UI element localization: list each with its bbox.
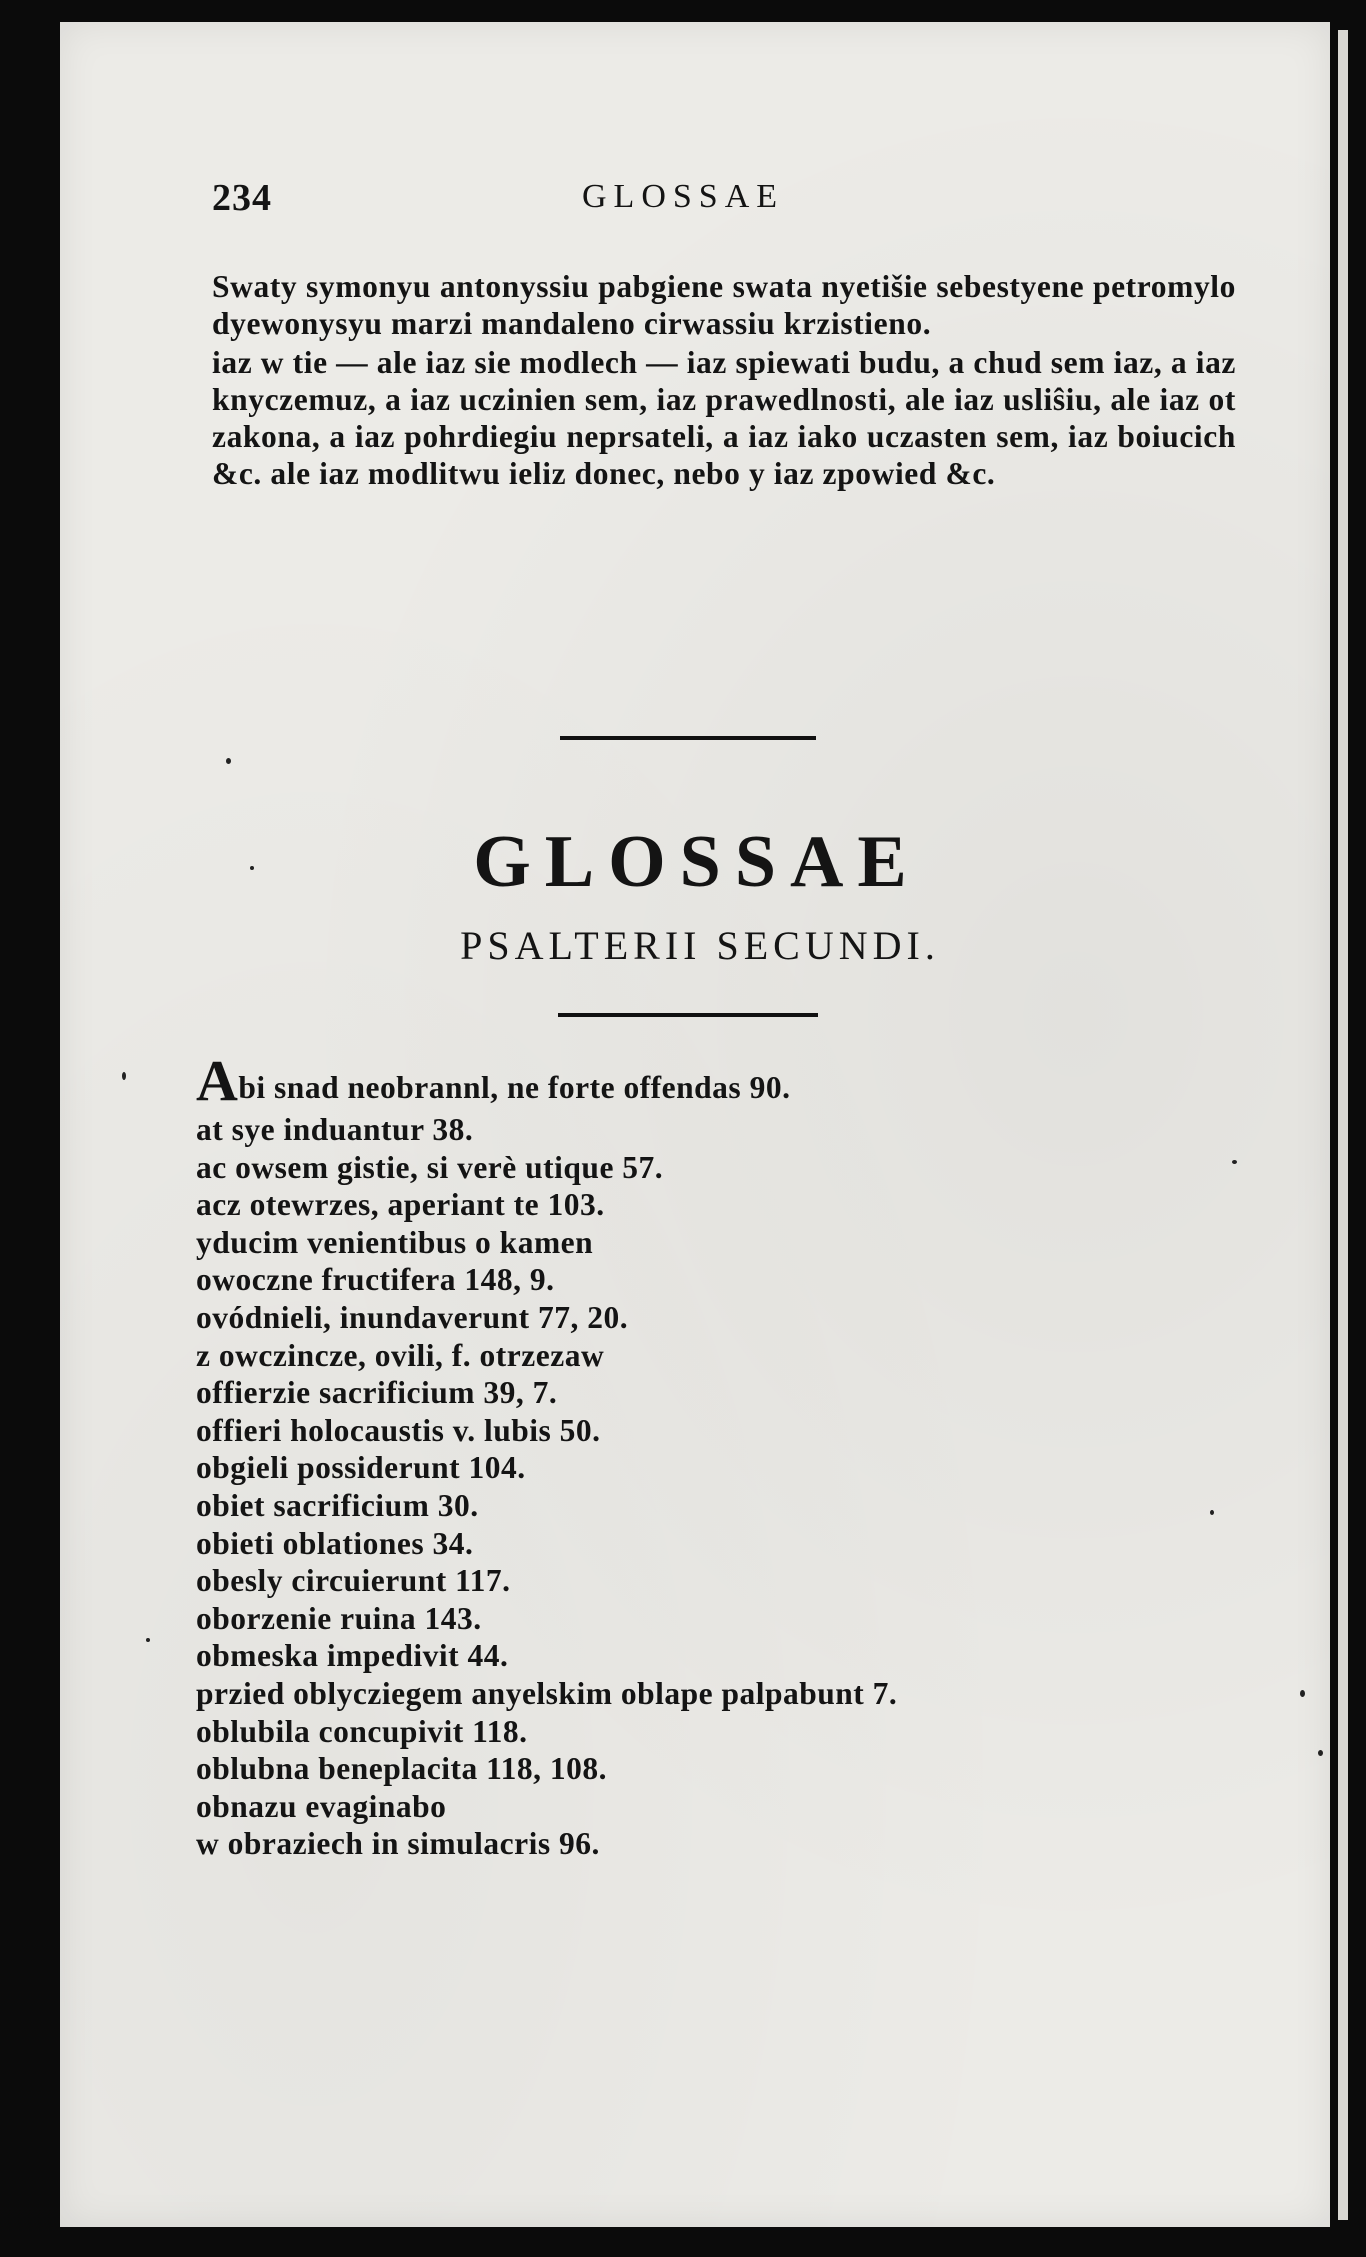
- gloss-entry: [196, 1048, 1296, 1113]
- gloss-entry: acz otewrzes, aperiant te 103.: [196, 1187, 605, 1223]
- gloss-entry: oborzenie ruina 143.: [196, 1600, 482, 1636]
- gloss-entry: offierzie sacrificium 39, 7.: [196, 1375, 558, 1411]
- continued-paragraph: Swaty symonyu antonyssiu pabgiene swata nyetišie sebestyene petromylo dyewonysyu marzi mandaleno cirwassiu krzistieno.: [212, 269, 1236, 341]
- ink-speck: [122, 1072, 126, 1080]
- gloss-entry: z owczincze, ovili, f. otrzezaw: [196, 1337, 605, 1373]
- gloss-entry: obmeska impedivit 44.: [196, 1638, 509, 1674]
- ink-speck: [1300, 1690, 1305, 1697]
- gloss-entry: oblubila concupivit 118.: [196, 1713, 528, 1749]
- gloss-entry-list: [196, 1048, 1296, 1863]
- gloss-entry: at sye induantur 38.: [196, 1112, 474, 1147]
- gloss-entry: obesly circuierunt 117.: [196, 1563, 511, 1599]
- gloss-entry: ovódnieli, inundaverunt 77, 20.: [196, 1299, 629, 1335]
- gloss-entry: przied oblycziegem anyelskim oblape palpabunt 7.: [196, 1675, 898, 1711]
- adjacent-page-edge: [1338, 30, 1348, 2220]
- drop-cap: A: [196, 1048, 239, 1113]
- gloss-entry-text: bi snad neobrannl, ne forte offendas 90.: [238, 1070, 791, 1105]
- ink-speck: [250, 866, 254, 870]
- page-number: 234: [212, 177, 272, 219]
- ink-speck: [1318, 1750, 1323, 1756]
- gloss-entry: ac owsem gistie, si verè utique 57.: [196, 1149, 664, 1185]
- ink-speck: [1232, 1160, 1237, 1164]
- running-head: [150, 176, 1230, 226]
- ink-speck: [146, 1638, 150, 1642]
- section-title: GLOSSAE: [473, 821, 921, 903]
- gloss-entry: yducim venientibus o kamen: [196, 1224, 594, 1260]
- gloss-entry: obiet sacrificium 30.: [196, 1487, 479, 1523]
- continued-text-block: [212, 268, 1236, 492]
- ink-speck: [226, 758, 231, 764]
- gloss-entry: oblubna beneplacita 118, 108.: [196, 1751, 607, 1787]
- ink-speck: [1210, 1510, 1214, 1515]
- gloss-entry: owoczne fructifera 148, 9.: [196, 1262, 555, 1298]
- gloss-entry: obgieli possiderunt 104.: [196, 1450, 526, 1486]
- section-divider-bottom: [558, 1013, 818, 1017]
- section-divider-top: [560, 736, 816, 740]
- section-subtitle: PSALTERII SECUNDI.: [460, 923, 940, 968]
- gloss-entry: w obraziech in simulacris 96.: [196, 1826, 600, 1862]
- continued-paragraph: iaz w tie — ale iaz sie modlech — iaz spiewati budu, a chud sem iaz, a iaz knyczemuz, a iaz uczinien sem, iaz prawedlnosti, ale iaz usliŝiu, ale iaz ot zakona, a iaz pohrdiegiu neprsateli, a iaz iako uczasten sem, iaz boiucich &c. ale iaz modlitwu ieliz donec, nebo y iaz zpowied &c.: [212, 345, 1236, 491]
- gloss-entry: obnazu evaginabo: [196, 1788, 447, 1824]
- gloss-entry: offieri holocaustis v. lubis 50.: [196, 1412, 601, 1448]
- running-head-title: GLOSSAE: [582, 178, 785, 215]
- gloss-entry: obieti oblationes 34.: [196, 1525, 474, 1561]
